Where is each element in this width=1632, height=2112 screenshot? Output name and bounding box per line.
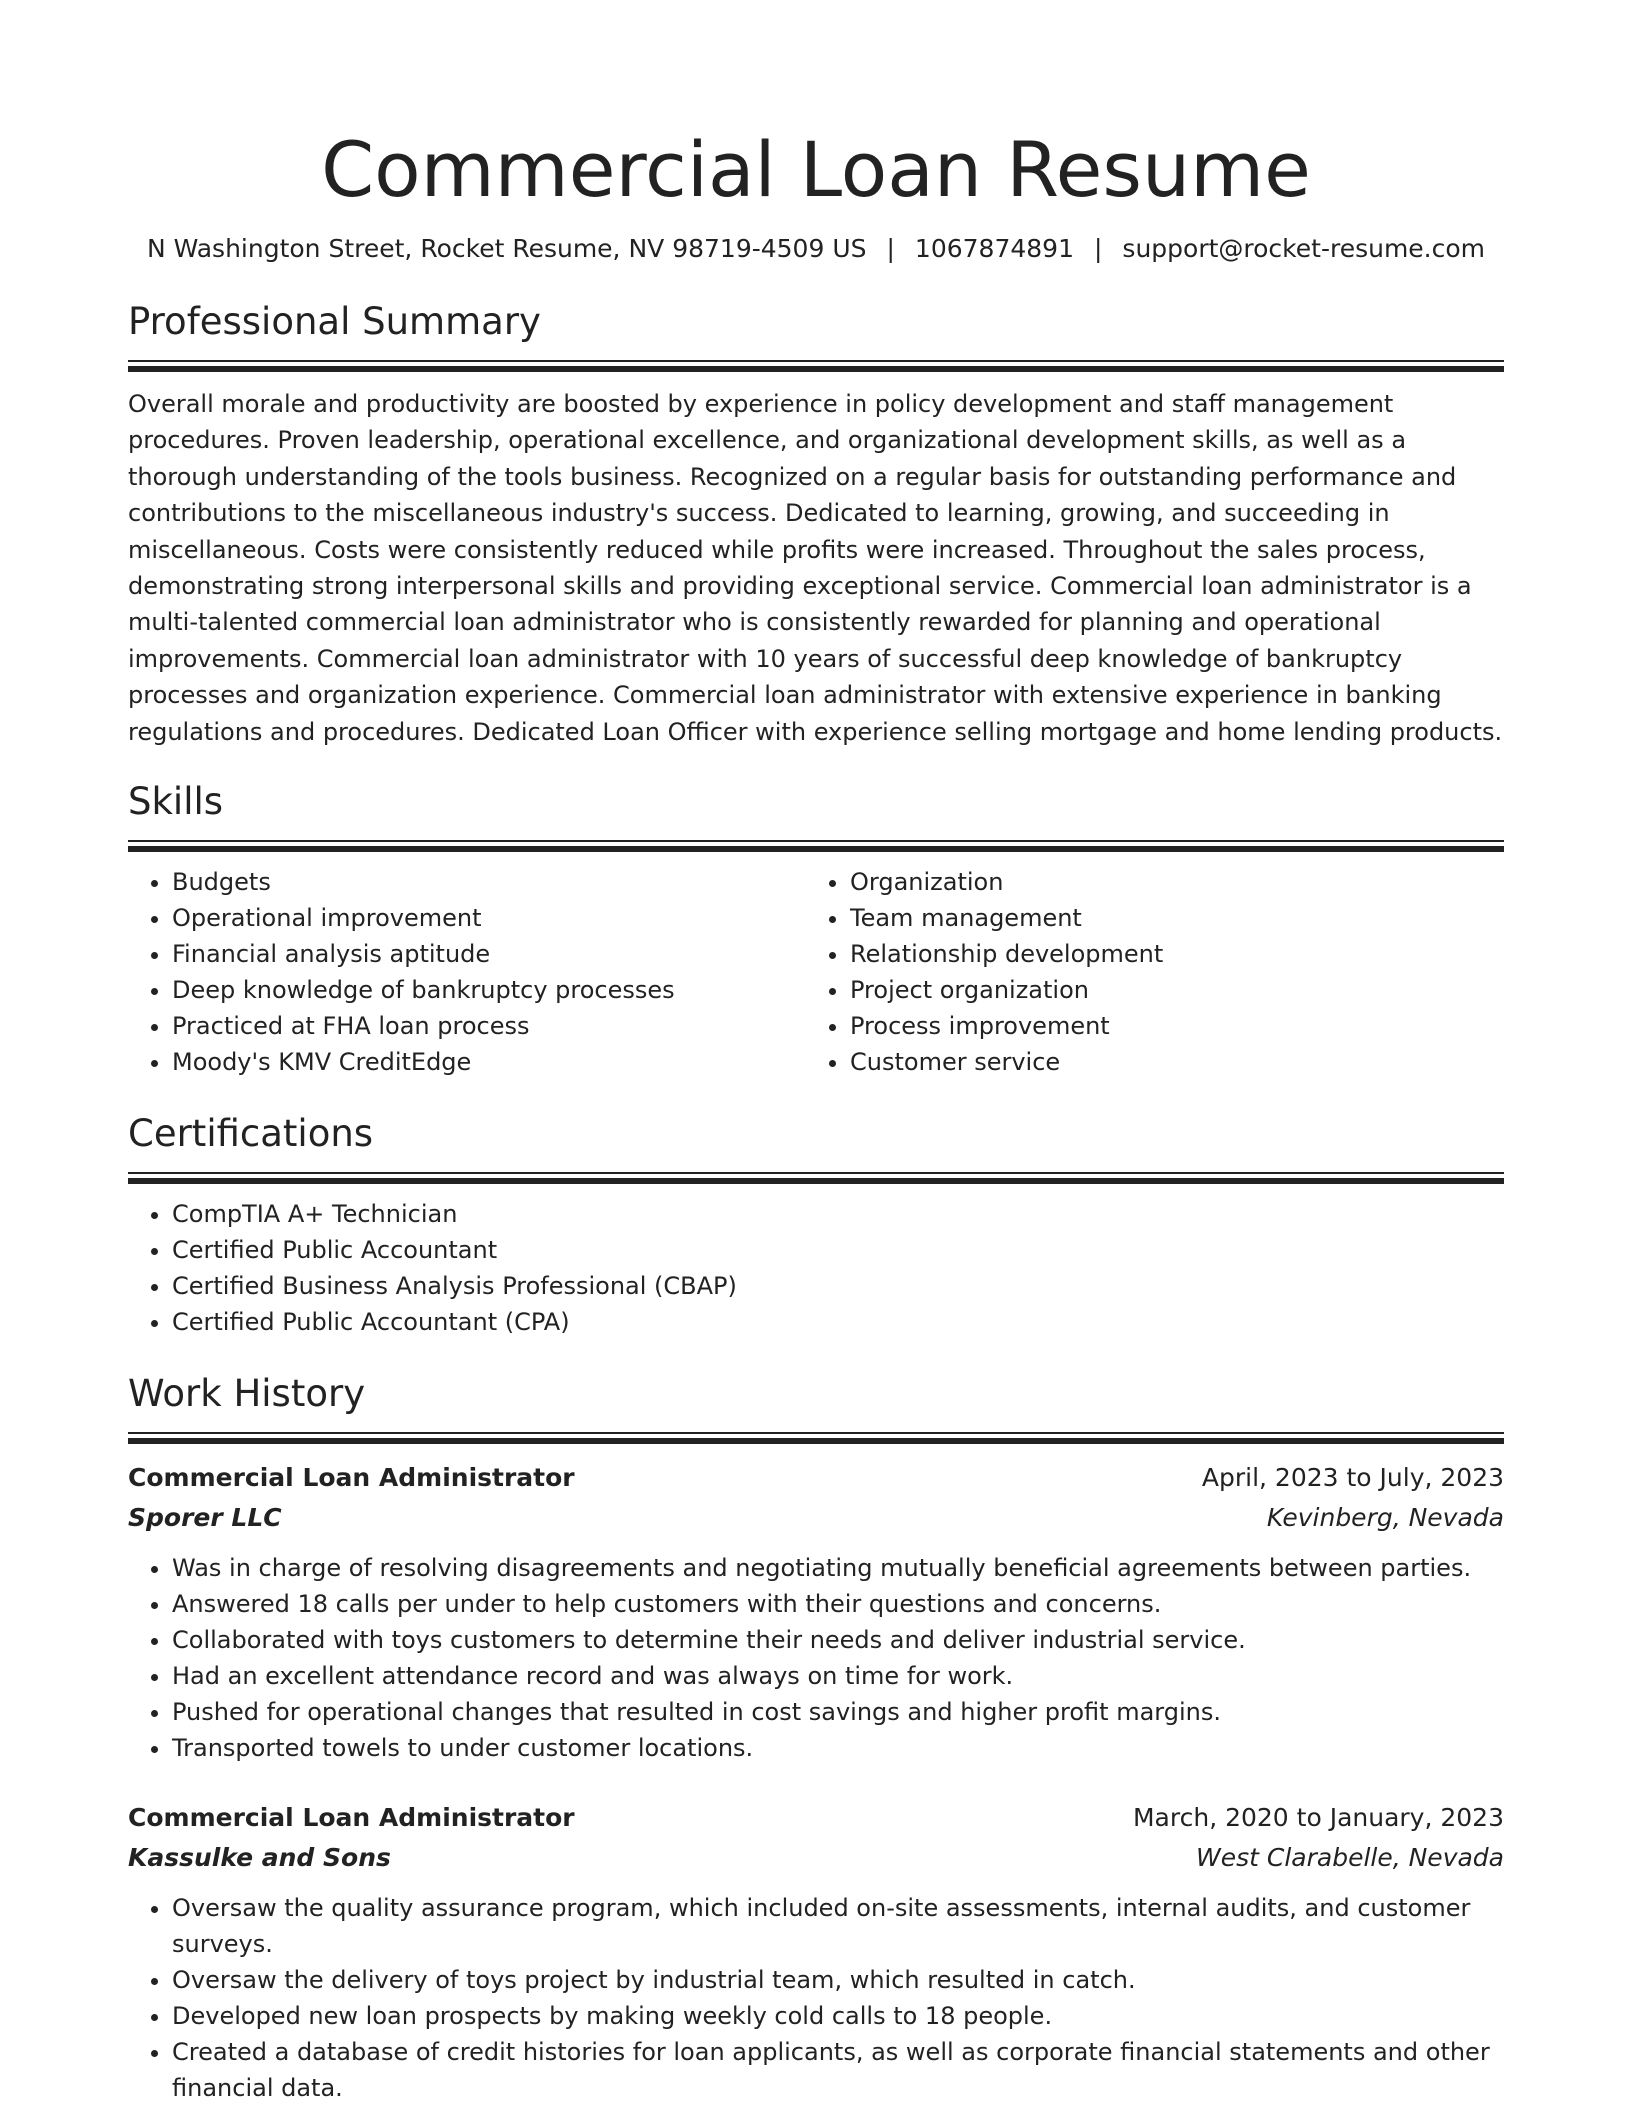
section-divider bbox=[128, 1172, 1504, 1184]
job-company: Sporer LLC bbox=[128, 1503, 282, 1533]
contact-separator: | bbox=[886, 234, 895, 263]
resume-page bbox=[128, 0, 1504, 2106]
job-title: Commercial Loan Administrator bbox=[128, 1463, 575, 1493]
skills-section bbox=[128, 778, 1504, 1080]
job-bullet: • Created a database of credit histories for loan applicants, as well as corporate financial statements and other financial data. bbox=[172, 2034, 1504, 2106]
certification-item: • CompTIA A+ Technician bbox=[172, 1196, 1504, 1232]
resume-title: Commercial Loan Resume bbox=[321, 125, 1311, 214]
job-bullet: • Oversaw the quality assurance program, which included on-site assessments, internal audits, and customer surveys. bbox=[172, 1890, 1504, 1962]
job-header bbox=[128, 1458, 1504, 1498]
section-title-certifications: Certifications bbox=[128, 1112, 374, 1156]
job-header bbox=[128, 1798, 1504, 1838]
job-location: West Clarabelle, Nevada bbox=[1196, 1843, 1504, 1873]
certifications-section bbox=[128, 1110, 1504, 1340]
job-company: Kassulke and Sons bbox=[128, 1843, 391, 1873]
job-entry bbox=[128, 1798, 1504, 2106]
section-divider bbox=[128, 1432, 1504, 1444]
job-subheader bbox=[128, 1498, 1504, 1538]
contact-address: N Washington Street, Rocket Resume, NV 98719-4509 US bbox=[146, 234, 867, 263]
job-title: Commercial Loan Administrator bbox=[128, 1803, 575, 1833]
skills-column-right bbox=[806, 864, 1484, 1080]
skill-item: • Deep knowledge of bankruptcy processes bbox=[172, 972, 806, 1008]
skill-item: • Practiced at FHA loan process bbox=[172, 1008, 806, 1044]
job-bullet: • Transported towels to under customer locations. bbox=[172, 1730, 1504, 1766]
certification-item: • Certified Public Accountant bbox=[172, 1232, 1504, 1268]
job-bullet-list bbox=[128, 1890, 1504, 2106]
section-title-summary: Professional Summary bbox=[128, 300, 541, 343]
skills-list-right bbox=[806, 864, 1484, 1080]
contact-phone: 1067874891 bbox=[914, 234, 1074, 263]
job-bullet-list bbox=[128, 1550, 1504, 1766]
contact-separator: | bbox=[1093, 234, 1103, 263]
skill-item: • Budgets bbox=[172, 864, 806, 900]
job-bullet: • Had an excellent attendance record and was always on time for work. bbox=[172, 1658, 1504, 1694]
job-bullet: • Answered 18 calls per under to help customers with their questions and concerns. bbox=[172, 1586, 1504, 1622]
skills-column-left bbox=[128, 864, 806, 1080]
skills-list-left bbox=[128, 864, 806, 1080]
section-title-skills: Skills bbox=[128, 780, 224, 824]
work-history-section bbox=[128, 1370, 1504, 2106]
skills-columns bbox=[128, 864, 1504, 1080]
skill-item: • Financial analysis aptitude bbox=[172, 936, 806, 972]
summary-text: Overall morale and productivity are boosted by experience in policy development and staff management procedures. Proven leadership, operational excellence, and organizational development skills, as well as a thorough understanding of the tools business. Recognized on a regular basis for outstanding performance and contributions to the miscellaneous industry's success. Dedicated to learning, growing, and succeeding in miscellaneous. Costs were consistently reduced while profits were increased. Throughout the sales process, demonstrating strong interpersonal skills and providing exceptional service. Commercial loan administrator is a multi-talented commercial loan administrator who is consistently rewarded for planning and operational improvements. Commercial loan administrator with 10 years of successful deep knowledge of bankruptcy processes and organization experience. Commercial loan administrator with extensive experience in banking regulations and procedures. Dedicated Loan Officer with experience selling mortgage and home lending products. bbox=[128, 390, 1503, 746]
skill-item: • Moody's KMV CreditEdge bbox=[172, 1044, 806, 1080]
skill-item: • Customer service bbox=[850, 1044, 1484, 1080]
job-location: Kevinberg, Nevada bbox=[1266, 1503, 1504, 1533]
contact-line bbox=[128, 232, 1504, 266]
certification-item: • Certified Business Analysis Professional (CBAP) bbox=[172, 1268, 1504, 1304]
skill-item: • Team management bbox=[850, 900, 1484, 936]
job-bullet: • Was in charge of resolving disagreements and negotiating mutually beneficial agreements between parties. bbox=[172, 1550, 1504, 1586]
job-subheader bbox=[128, 1838, 1504, 1878]
job-entry bbox=[128, 1458, 1504, 1766]
certification-item: • Certified Public Accountant (CPA) bbox=[172, 1304, 1504, 1340]
section-divider bbox=[128, 840, 1504, 852]
skill-item: • Relationship development bbox=[850, 936, 1484, 972]
skill-item: • Process improvement bbox=[850, 1008, 1484, 1044]
job-dates: April, 2023 to July, 2023 bbox=[1201, 1463, 1504, 1493]
job-bullet: • Oversaw the delivery of toys project by industrial team, which resulted in catch. bbox=[172, 1962, 1504, 1998]
skill-item: • Organization bbox=[850, 864, 1484, 900]
job-bullet: • Developed new loan prospects by making weekly cold calls to 18 people. bbox=[172, 1998, 1504, 2034]
section-divider bbox=[128, 360, 1504, 372]
job-dates: March, 2020 to January, 2023 bbox=[1132, 1803, 1504, 1833]
section-title-work-history: Work History bbox=[128, 1372, 366, 1416]
certifications-list bbox=[128, 1196, 1504, 1340]
summary-section bbox=[128, 298, 1504, 750]
skill-item: • Operational improvement bbox=[172, 900, 806, 936]
job-bullet: • Collaborated with toys customers to determine their needs and deliver industrial service. bbox=[172, 1622, 1504, 1658]
skill-item: • Project organization bbox=[850, 972, 1484, 1008]
job-bullet: • Pushed for operational changes that resulted in cost savings and higher profit margins. bbox=[172, 1694, 1504, 1730]
contact-email: support@rocket-resume.com bbox=[1122, 234, 1486, 263]
